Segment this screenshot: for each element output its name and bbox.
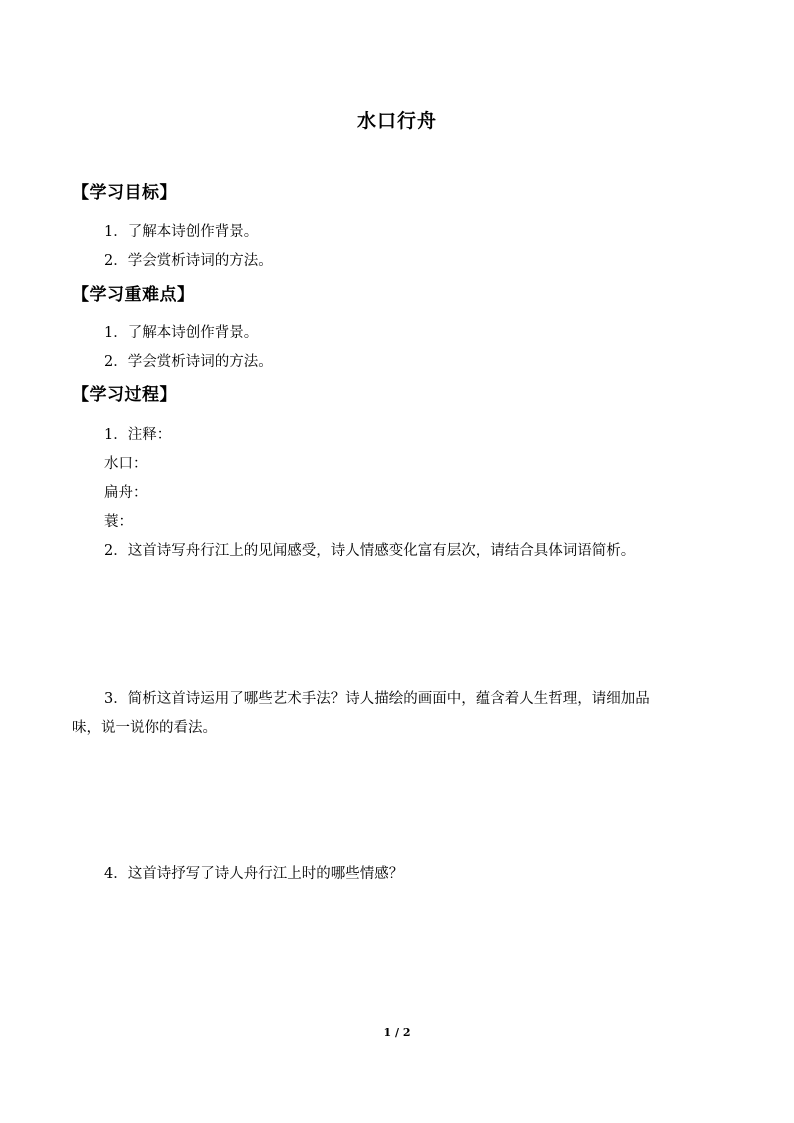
list-item-text: 了解本诗创作背景。 xyxy=(127,325,259,341)
annotation-item: 扁舟： xyxy=(104,485,148,501)
annotation-item: 蓑： xyxy=(104,514,133,530)
section-heading-key-points: 【学习重难点】 xyxy=(72,285,195,305)
list-item-number: 2． xyxy=(104,354,128,370)
question-4 xyxy=(104,862,403,883)
page-number: 1 / 2 xyxy=(383,1026,411,1039)
section-heading-learning-goals: 【学习目标】 xyxy=(72,183,177,203)
annotation-item: 水口： xyxy=(104,456,148,472)
question-number: 4． xyxy=(104,866,128,882)
question-number: 2． xyxy=(104,543,128,559)
question-text: 这首诗抒写了诗人舟行江上时的哪些情感？ xyxy=(127,866,404,882)
question-3 xyxy=(104,687,650,708)
list-item-text: 学会赏析诗词的方法。 xyxy=(127,354,273,370)
list-item-number: 2． xyxy=(104,253,128,269)
list-item xyxy=(104,220,258,241)
question-text: 这首诗写舟行江上的见闻感受，诗人情感变化富有层次，请结合具体词语简析。 xyxy=(127,543,636,559)
list-item-number: 1． xyxy=(104,325,128,341)
question-3-continuation: 味，说一说你的看法。 xyxy=(72,720,217,736)
question-1 xyxy=(104,423,171,444)
question-text-line-1: 简析这首诗运用了哪些艺术手法？诗人描绘的画面中，蕴含着人生哲理，请细加品 xyxy=(127,691,650,707)
question-2 xyxy=(104,539,635,560)
question-number: 1． xyxy=(104,427,128,443)
list-item xyxy=(104,321,258,342)
list-item-text: 学会赏析诗词的方法。 xyxy=(127,253,273,269)
list-item-number: 1． xyxy=(104,224,128,240)
question-number: 3． xyxy=(104,691,128,707)
question-text: 注释： xyxy=(127,427,172,443)
list-item xyxy=(104,350,273,371)
list-item xyxy=(104,249,273,270)
list-item-text: 了解本诗创作背景。 xyxy=(127,224,259,240)
section-heading-learning-process: 【学习过程】 xyxy=(72,385,177,405)
document-title: 水口行舟 xyxy=(356,110,437,132)
